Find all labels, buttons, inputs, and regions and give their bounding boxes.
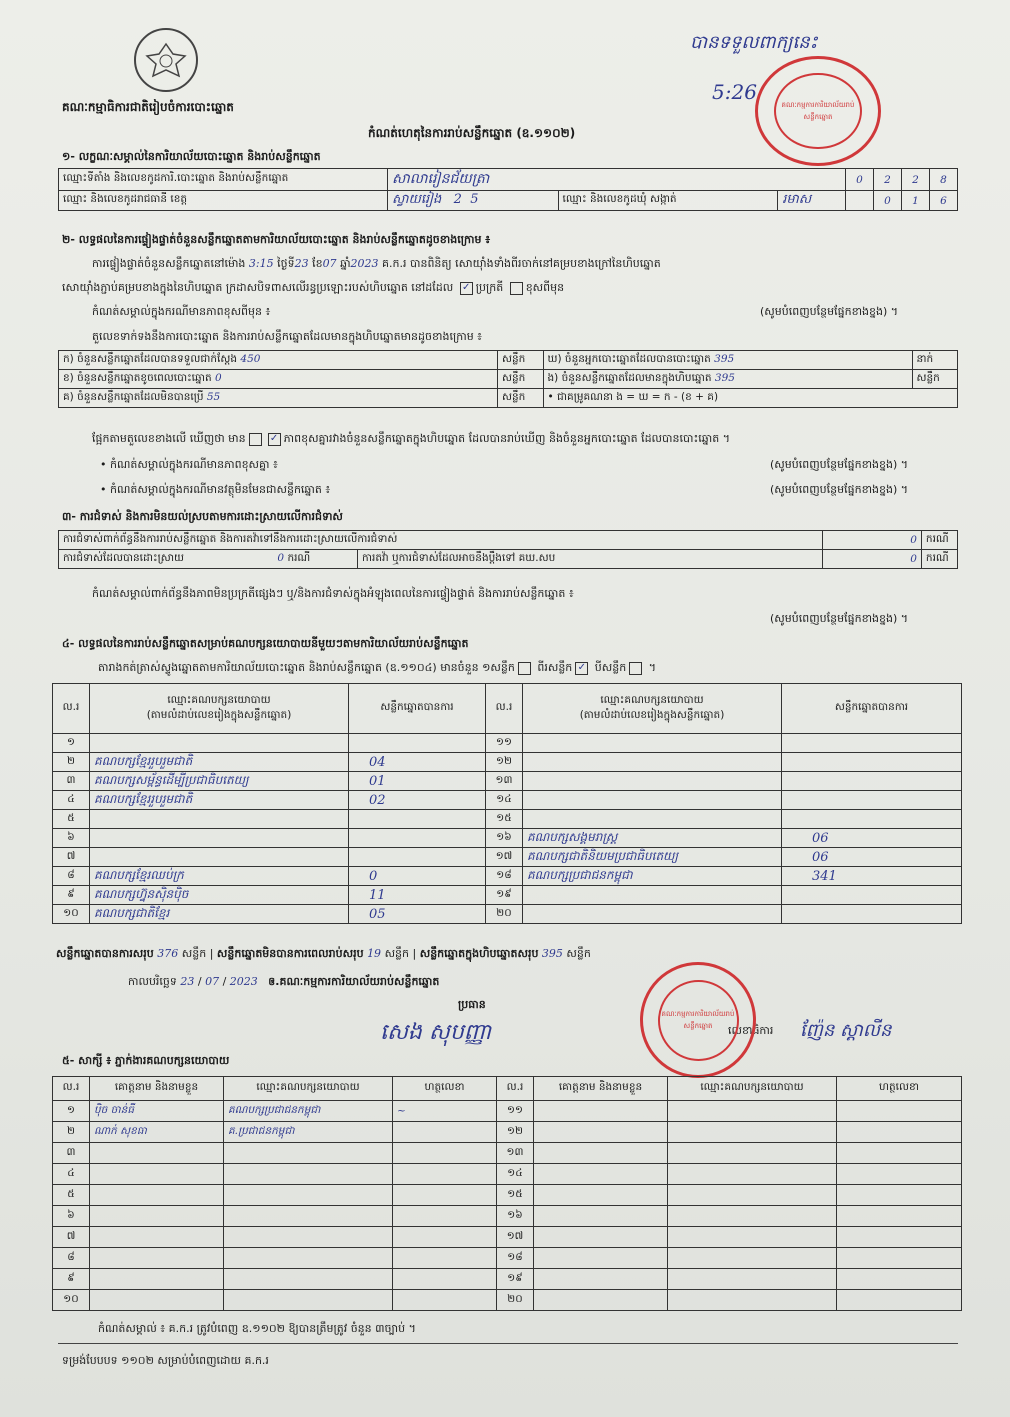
result-party-right [523,791,782,810]
witness-sign-left: ~ [393,1101,497,1122]
witness-sign-left [393,1206,497,1227]
official-seal-top [755,56,881,166]
commune-code-blank [845,191,873,211]
totals-line: សន្លឹកឆ្នោតបានការសរុប 376 សន្លឹក | សន្លឹកឆ្នោតមិនបានការពេលរាប់សរុប 19 សន្លឹក | សន្លឹកឆ្នោតក្នុងហិបឆ្នោតសរុប 395 សន្លឹក [56,947,591,960]
w-col-sign-left: ហត្ថលេខា [393,1077,497,1101]
received-row: ក) ចំនួនសន្លឹកឆ្នោតដែលបានទទួលជាក់ស្តែង 450 [59,351,498,370]
site-value: សាលារៀនជ័យត្រា [388,169,846,191]
province-label: ឈ្មោះ និងលេខកូដរាជធានី ខេត្ត [59,191,388,211]
result-no-right: ១១ [486,734,523,753]
objections-value: 0 [822,531,921,550]
witness-party-right [668,1206,837,1227]
witness-name-left [90,1227,224,1248]
result-party-right: គណបក្សសង្គមរាស្ត្រ [523,829,782,848]
fill-hint-3: (សូមបំពេញបន្ថែមផ្នែកខាងខ្នង) ។ [770,483,909,496]
witness-no-right: ២០ [497,1290,534,1311]
result-no-right: ១៣ [486,772,523,791]
w-col-party-right: ឈ្មោះគណបក្សនយោបាយ [668,1077,837,1101]
result-votes-left: 05 [349,905,486,924]
witness-sign-left [393,1164,497,1185]
chair-signature: សេង សុបញ្ញា [380,1020,492,1045]
note-change: កំណត់សម្គាល់ក្នុងករណីមានភាពខុសពីមុន ៖ [92,305,271,318]
witness-party-right [668,1122,837,1143]
witness-party-left [224,1164,393,1185]
result-row [53,810,962,829]
has-difference-checkbox[interactable] [249,433,262,446]
section2-heading: ២- លទ្ធផលនៃការផ្ទៀងផ្ទាត់ចំនួនសន្លឹកឆ្នោតតាមការិយាល័យបោះឆ្នោត និងរាប់សន្លឹកឆ្នោតដូចខាងក្រោម ៖ [62,233,491,246]
witness-name-left [90,1185,224,1206]
witness-no-right: ១៧ [497,1227,534,1248]
result-party-right [523,753,782,772]
witness-name-left: ណាក់ សុខធា [90,1122,224,1143]
witness-no-left: ៣ [53,1143,90,1164]
result-votes-right [782,791,962,810]
result-votes-left: 11 [349,886,486,905]
result-party-right: គណបក្សជាតិនិយមប្រជាធិបតេយ្យ [523,848,782,867]
corner-note: បានទទួលពាក្យនេះ [690,32,818,53]
result-party-left [90,848,349,867]
witness-no-left: ១០ [53,1290,90,1311]
site-label: ឈ្មោះទីតាំង និងលេខកូដការិ.បោះឆ្នោត និងរាប់សន្លឹកឆ្នោត [59,169,388,191]
form-title: កំណត់ហេតុនៃការរាប់សន្លឹកឆ្នោត (ឧ.១១០២) [368,126,576,140]
col-no-right: ល.រ [486,684,523,734]
result-row [53,753,962,772]
result-votes-left: 01 [349,772,486,791]
result-no-left: ១ [53,734,90,753]
witness-sign-left [393,1269,497,1290]
unused-row: គ) ចំនួនសន្លឹកឆ្នោតដែលមិនបានប្រើ 55 [59,389,498,408]
witness-party-left [224,1206,393,1227]
section5-heading: ៥- សាក្សី ៖ ភ្នាក់ងារគណបក្សនយោបាយ [62,1054,230,1067]
witness-name-right [534,1143,668,1164]
voters-unit: នាក់ [912,351,958,370]
objections-unit: ករណី [921,531,957,550]
result-party-left: គណបក្សសម្ព័ន្ធដើម្បីប្រជាធិបតេយ្យ [90,772,349,791]
spoiled-unit: សន្លឹក [498,370,544,389]
witness-party-right [668,1227,837,1248]
witness-name-left: ប៉ិច ចាន់ធី [90,1101,224,1122]
witness-party-right [668,1185,837,1206]
witness-no-left: ២ [53,1122,90,1143]
result-no-right: ១៤ [486,791,523,810]
witness-name-left [90,1248,224,1269]
witness-no-right: ១៥ [497,1185,534,1206]
witness-row [53,1206,962,1227]
witness-no-left: ៨ [53,1248,90,1269]
result-party-right [523,734,782,753]
irregularity-note: កំណត់សម្គាល់ពាក់ព័ន្ធនឹងភាពមិនប្រក្រតីផ្សេងៗ ឬ/និងការជំទាស់ក្នុងអំឡុងពេលនៃការផ្ទៀងផ្ទាត់ និងការរាប់សន្លឹកឆ្នោត ៖ [92,587,574,600]
appeal-unit: ករណី [921,550,957,569]
witness-sign-right [837,1101,962,1122]
witness-no-left: ១ [53,1101,90,1122]
verify-line: ការផ្ទៀងផ្ទាត់ចំនួនសន្លឹកឆ្នោតនៅម៉ោង 3:15 ថ្ងៃទី23 ខែ07 ឆ្នាំ2023 គ.ក.រ បានពិនិត្យ សោយ៉ាំងទាំងពីរចាក់នៅគម្របខាងក្រៅនៃហិបឆ្នោត [92,257,661,270]
witness-party-left [224,1290,393,1311]
section4-heading: ៤- លទ្ធផលនៃការរាប់សន្លឹកឆ្នោតសម្រាប់គណបក្សនយោបាយនីមួយៗតាមការិយាល័យរាប់សន្លឹកឆ្នោត [62,637,469,650]
section1-table [58,168,958,211]
chair-label: ប្រធាន [458,998,486,1011]
witness-sign-left [393,1185,497,1206]
result-no-left: ១០ [53,905,90,924]
result-row [53,734,962,753]
witness-party-left [224,1248,393,1269]
result-no-left: ៤ [53,791,90,810]
witness-no-left: ៩ [53,1269,90,1290]
result-votes-right: 06 [782,848,962,867]
w-col-no-left: ល.រ [53,1077,90,1101]
result-party-right [523,772,782,791]
witness-party-right [668,1248,837,1269]
fill-hint-1: (សូមបំពេញបន្ថែមផ្នែកខាងខ្នង) ។ [760,305,899,318]
result-party-left [90,810,349,829]
w-col-name-right: គោត្តនាម និងនាមខ្លួន [534,1077,668,1101]
commune-code-3: 6 [929,191,957,211]
site-code-2: 2 [873,169,901,191]
result-no-left: ៦ [53,829,90,848]
witness-no-right: ១៣ [497,1143,534,1164]
witness-name-left [90,1206,224,1227]
date-line: កាលបរិច្ឆេទ 23 / 07 / 2023 ឲ.គណៈកម្មការការិយាល័យរាប់សន្លឹកឆ្នោត [128,975,440,988]
result-votes-right [782,772,962,791]
form-footer: ទម្រង់បែបបទ ១១០២ សម្រាប់បំពេញដោយ គ.ក.រ [62,1354,269,1367]
result-party-right [523,886,782,905]
witness-party-left [224,1185,393,1206]
result-votes-right: 341 [782,867,962,886]
changed-checkbox[interactable] [510,282,523,295]
witness-party-right [668,1290,837,1311]
witness-party-right [668,1101,837,1122]
result-row [53,886,962,905]
one-sheet-checkbox[interactable] [518,662,531,675]
results-table [52,683,962,924]
result-party-left [90,734,349,753]
unused-unit: សន្លឹក [498,389,544,408]
witness-sign-left [393,1248,497,1269]
witness-name-right [534,1248,668,1269]
w-col-name-left: គោត្តនាម និងនាមខ្លួន [90,1077,224,1101]
witness-sign-left [393,1122,497,1143]
secretary-signature: ញ៉ែន ស្ដាលីន [800,1020,892,1041]
seal-bottom-text: គណៈកម្មការការិយាល័យរាប់សន្លឹកឆ្នោត [658,980,739,1061]
note-objects: • កំណត់សម្គាល់ក្នុងករណីមានវត្ថុមិនមែនជាសន្លឹកឆ្នោត ៖ [100,483,331,496]
result-no-right: ១៦ [486,829,523,848]
witness-sign-right [837,1290,962,1311]
witness-party-right [668,1269,837,1290]
fill-hint-4: (សូមបំពេញបន្ថែមផ្នែកខាងខ្នង) ។ [770,612,909,625]
result-party-left: គណបក្សហ្វ៊ុនស៊ិនប៉ិច [90,886,349,905]
witness-row [53,1248,962,1269]
result-party-right [523,905,782,924]
fill-hint-2: (សូមបំពេញបន្ថែមផ្នែកខាងខ្នង) ។ [770,458,909,471]
witness-sign-right [837,1185,962,1206]
w-col-no-right: ល.រ [497,1077,534,1101]
corner-code: 5:26 [712,80,757,104]
witness-party-left: គណបក្សប្រជាជនកម្ពុជា [224,1101,393,1122]
witness-name-right [534,1227,668,1248]
witness-sign-right [837,1206,962,1227]
witness-row [53,1290,962,1311]
witness-row [53,1122,962,1143]
witness-name-right [534,1290,668,1311]
witness-name-right [534,1206,668,1227]
result-row [53,867,962,886]
witness-no-left: ៤ [53,1164,90,1185]
secretary-label: លេខាធិការ [728,1024,774,1037]
result-votes-right [782,905,962,924]
tally-sheet-line: តារាងកត់ត្រាស់ស្ទូងឆ្នោតតាមការិយាល័យបោះឆ្នោត និងរាប់សន្លឹកឆ្នោត (ឧ.១១០៤) មានចំនួន ១សន្លឹក ពីរសន្លឹក ✓ បីសន្លឹក ។ [98,661,656,674]
result-row [53,791,962,810]
witness-name-left [90,1143,224,1164]
result-no-right: ១៩ [486,886,523,905]
witness-party-left: គ.ប្រជាជនកម្ពុជា [224,1122,393,1143]
result-row [53,772,962,791]
result-no-right: ១៨ [486,867,523,886]
footnote: កំណត់សម្គាល់ ៖ គ.ក.រ ត្រូវបំពេញ ឧ.១១០២ ឱ្យបានត្រឹមត្រូវ ចំនួន ៣ច្បាប់ ។ [98,1322,416,1335]
result-votes-left: 04 [349,753,486,772]
result-votes-right [782,810,962,829]
appeal-label: ការតវ៉ា ឬការជំទាស់ដែលអាចនឹងប្តឹងទៅ គឃ.សប [358,550,823,569]
objections-table [58,530,958,569]
objections-label: ការជំទាស់ពាក់ព័ន្ធនឹងការរាប់សន្លឹកឆ្នោត និងការតវ៉ាទៅនឹងការដោះស្រាយលើការជំទាស់ [59,531,823,550]
result-votes-right: 06 [782,829,962,848]
witness-sign-left [393,1143,497,1164]
witness-no-left: ៧ [53,1227,90,1248]
witness-sign-right [837,1143,962,1164]
witness-party-left [224,1227,393,1248]
witness-party-left [224,1269,393,1290]
result-no-left: ៧ [53,848,90,867]
result-row [53,848,962,867]
result-no-left: ២ [53,753,90,772]
footer-divider [58,1343,958,1344]
result-row [53,905,962,924]
witness-row [53,1101,962,1122]
witness-name-right [534,1164,668,1185]
site-code-1: 0 [845,169,873,191]
result-no-right: ១២ [486,753,523,772]
commune-value: រមាស [778,191,846,211]
col-votes-right: សន្លឹកឆ្នោតបានការ [782,684,962,734]
w-col-party-left: ឈ្មោះគណបក្សនយោបាយ [224,1077,393,1101]
no-difference-checkbox[interactable]: ✓ [268,433,281,446]
result-votes-left: 02 [349,791,486,810]
figures-intro: តួលេខទាក់ទងនឹងការបោះឆ្នោត និងការរាប់សន្លឹកឆ្នោតដែលមានក្នុងហិបឆ្នោតមានដូចខាងក្រោម ៖ [92,330,483,343]
result-no-left: ៣ [53,772,90,791]
witness-name-right [534,1185,668,1206]
result-party-left [90,829,349,848]
result-no-left: ៥ [53,810,90,829]
witness-sign-right [837,1227,962,1248]
result-votes-right [782,886,962,905]
section3-heading: ៣- ការជំទាស់ និងការមិនយល់ស្របតាមការដោះស្រាយលើការជំទាស់ [62,510,343,523]
ballots-in-box-unit: សន្លឹក [912,370,958,389]
result-votes-left [349,734,486,753]
three-sheets-checkbox[interactable] [629,662,642,675]
result-no-left: ៩ [53,886,90,905]
witness-row [53,1143,962,1164]
result-votes-left [349,810,486,829]
result-votes-right [782,734,962,753]
result-party-left: គណបក្សខ្មែរឈប់ក្រ [90,867,349,886]
result-row [53,829,962,848]
commune-label: ឈ្មោះ និងលេខកូដឃុំ សង្កាត់ [558,191,778,211]
result-votes-left [349,848,486,867]
result-votes-left [349,829,486,848]
witness-sign-right [837,1122,962,1143]
result-votes-right [782,753,962,772]
witness-party-left [224,1143,393,1164]
nec-logo [134,28,198,92]
witness-name-left [90,1290,224,1311]
witness-no-right: ១៨ [497,1248,534,1269]
result-party-left: គណបក្សខ្មែររួបរួមជាតិ [90,791,349,810]
witness-no-left: ៥ [53,1185,90,1206]
result-no-right: ១៥ [486,810,523,829]
witness-row [53,1269,962,1290]
difference-line: ផ្អែកតាមតួលេខខាងលើ ឃើញថា មាន ✓ ភាពខុសគ្នារវាងចំនួនសន្លឹកឆ្នោតក្នុងហិបឆ្នោត ដែលបានរាប់ឃើញ និងចំនួនអ្នកបោះឆ្នោត ដែលបានបោះឆ្នោត ។ [92,432,730,445]
witness-name-right [534,1101,668,1122]
result-party-right: គណបក្សប្រជាជនកម្ពុជា [523,867,782,886]
result-party-left: គណបក្សជាតិខ្មែរ [90,905,349,924]
seal-top-text: គណៈកម្មការការិយាល័យរាប់សន្លឹកឆ្នោត [774,73,862,150]
site-code-3: 2 [901,169,929,191]
figures-table [58,350,958,408]
result-party-left: គណបក្សខ្មែររួបរួមជាតិ [90,753,349,772]
result-no-right: ១៧ [486,848,523,867]
witness-sign-right [837,1269,962,1290]
normal-checkbox[interactable]: ✓ [460,282,473,295]
commune-code-1: 0 [873,191,901,211]
result-no-left: ៨ [53,867,90,886]
result-party-right [523,810,782,829]
two-sheets-checkbox[interactable]: ✓ [575,662,588,675]
witness-name-left [90,1269,224,1290]
witness-name-right [534,1122,668,1143]
commune-code-2: 1 [901,191,929,211]
witness-party-right [668,1143,837,1164]
formula: • ជាគម្រូគណនា ង = ឃ = ក - (ខ + គ) [543,389,958,408]
official-seal-bottom [640,962,756,1078]
witness-no-right: ១៩ [497,1269,534,1290]
witness-sign-right [837,1164,962,1185]
witness-no-right: ១៤ [497,1164,534,1185]
result-votes-left: 0 [349,867,486,886]
appeal-value: 0 [822,550,921,569]
w-col-sign-right: ហត្ថលេខា [837,1077,962,1101]
witness-row [53,1164,962,1185]
site-code-4: 8 [929,169,957,191]
witness-table [52,1076,962,1311]
witness-no-right: ១៦ [497,1206,534,1227]
received-unit: សន្លឹក [498,351,544,370]
voters-row: ឃ) ចំនួនអ្នកបោះឆ្នោតដែលបានបោះឆ្នោត 395 [543,351,912,370]
province-value: ស្វាយរៀង 2 5 [388,191,559,211]
col-party-left: ឈ្មោះគណបក្សនយោបាយ (តាមលំដាប់លេខរៀងក្នុងសន្លឹកឆ្នោត) [90,684,349,734]
witness-no-right: ១១ [497,1101,534,1122]
col-votes-left: សន្លឹកឆ្នោតបានការ [349,684,486,734]
col-no-left: ល.រ [53,684,90,734]
ballots-in-box-row: ង) ចំនួនសន្លឹកឆ្នោតដែលមានក្នុងហិបឆ្នោត 395 [543,370,912,389]
witness-name-right [534,1269,668,1290]
note-difference: • កំណត់សម្គាល់ក្នុងករណីមានភាពខុសគ្នា ៖ [100,458,278,471]
witness-sign-left [393,1290,497,1311]
witness-row [53,1185,962,1206]
witness-name-left [90,1164,224,1185]
col-party-right: ឈ្មោះគណបក្សនយោបាយ (តាមលំដាប់លេខរៀងក្នុងសន្លឹកឆ្នោត) [523,684,782,734]
witness-no-left: ៦ [53,1206,90,1227]
result-no-right: ២០ [486,905,523,924]
witness-no-right: ១២ [497,1122,534,1143]
resolved-label: ការជំទាស់ដែលបានដោះស្រាយ 0 ករណី [59,550,358,569]
witness-row [53,1227,962,1248]
witness-sign-left [393,1227,497,1248]
spoiled-row: ខ) ចំនួនសន្លឹកឆ្នោតខូចពេលបោះឆ្នោត 0 [59,370,498,389]
org-name: គណៈកម្មាធិការជាតិរៀបចំការបោះឆ្នោត [62,100,234,114]
lock-line: សោយ៉ាំងភ្ជាប់គម្របខាងក្នុងនៃហិបឆ្នោត ក្រដាសបិទពាសលើរន្ធប្រឡោះរបស់ហិបឆ្នោត នៅដដែល ✓ ប្រក្រតី ខុសពីមុន [62,281,565,294]
section1-heading: ១- លក្ខណៈសម្គាល់នៃការិយាល័យបោះឆ្នោត និងរាប់សន្លឹកឆ្នោត [62,150,321,163]
witness-sign-right [837,1248,962,1269]
witness-party-right [668,1164,837,1185]
